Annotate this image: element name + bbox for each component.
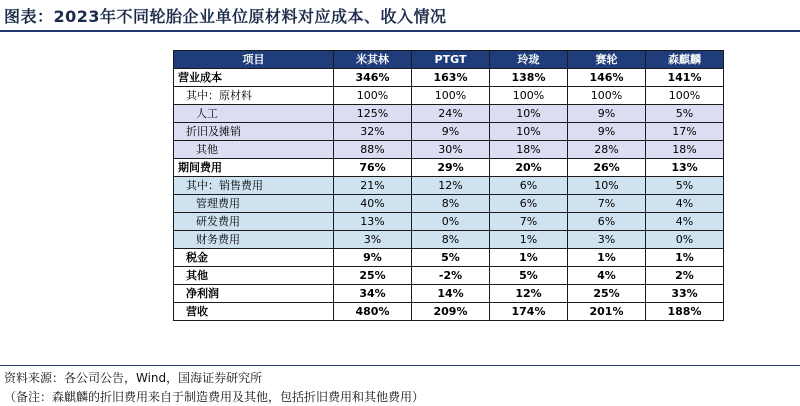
table-row: [174, 303, 724, 321]
row-label: 税金: [174, 249, 334, 267]
cell-value: 3%: [568, 231, 646, 249]
cost-table: [173, 50, 724, 321]
cell-value: 29%: [412, 159, 490, 177]
row-label: 其他: [174, 141, 334, 159]
row-label: 财务费用: [174, 231, 334, 249]
cell-value: 18%: [490, 141, 568, 159]
cell-value: 10%: [490, 105, 568, 123]
cell-value: 4%: [646, 213, 724, 231]
cell-value: 30%: [412, 141, 490, 159]
table-row: [174, 87, 724, 105]
cell-value: 100%: [646, 87, 724, 105]
cell-value: 9%: [568, 105, 646, 123]
cell-value: 20%: [490, 159, 568, 177]
cell-value: 1%: [490, 231, 568, 249]
table-row: [174, 213, 724, 231]
cell-value: 25%: [334, 267, 412, 285]
cell-value: 201%: [568, 303, 646, 321]
cell-value: 0%: [412, 213, 490, 231]
header-sailun: 赛轮: [568, 51, 646, 69]
cell-value: 17%: [646, 123, 724, 141]
cell-value: 12%: [412, 177, 490, 195]
cell-value: 4%: [646, 195, 724, 213]
cell-value: 10%: [568, 177, 646, 195]
cell-value: 1%: [490, 249, 568, 267]
cell-value: 76%: [334, 159, 412, 177]
cell-value: 100%: [490, 87, 568, 105]
header-michelin: 米其林: [334, 51, 412, 69]
cell-value: 7%: [568, 195, 646, 213]
note-text: （备注：森麒麟的折旧费用来自于制造费用及其他，包括折旧费用和其他费用）: [4, 390, 425, 404]
table-row: [174, 69, 724, 87]
cell-value: 24%: [412, 105, 490, 123]
cell-value: 0%: [646, 231, 724, 249]
cell-value: 88%: [334, 141, 412, 159]
table-row: [174, 159, 724, 177]
cell-value: 188%: [646, 303, 724, 321]
cell-value: 2%: [646, 267, 724, 285]
cell-value: 5%: [412, 249, 490, 267]
table-row: [174, 141, 724, 159]
cell-value: 100%: [334, 87, 412, 105]
title-divider: [0, 30, 800, 32]
cell-value: 25%: [568, 285, 646, 303]
header-ptgt: PTGT: [412, 51, 490, 69]
row-label: 营收: [174, 303, 334, 321]
cell-value: 6%: [568, 213, 646, 231]
table-row: [174, 105, 724, 123]
cell-value: 5%: [646, 177, 724, 195]
cell-value: 18%: [646, 141, 724, 159]
header-linglong: 玲珑: [490, 51, 568, 69]
cell-value: 8%: [412, 195, 490, 213]
table-row: [174, 267, 724, 285]
table-row: [174, 123, 724, 141]
table-row: [174, 177, 724, 195]
cell-value: 138%: [490, 69, 568, 87]
cell-value: 12%: [490, 285, 568, 303]
table-row: [174, 249, 724, 267]
cell-value: 3%: [334, 231, 412, 249]
cell-value: 9%: [412, 123, 490, 141]
cell-value: 26%: [568, 159, 646, 177]
cell-value: 28%: [568, 141, 646, 159]
table-row: [174, 231, 724, 249]
cell-value: 34%: [334, 285, 412, 303]
cell-value: 141%: [646, 69, 724, 87]
cell-value: 9%: [568, 123, 646, 141]
header-item: 项目: [174, 51, 334, 69]
cell-value: -2%: [412, 267, 490, 285]
cell-value: 21%: [334, 177, 412, 195]
chart-title: 图表：2023年不同轮胎企业单位原材料对应成本、收入情况: [4, 7, 447, 26]
row-label: 期间费用: [174, 159, 334, 177]
cell-value: 100%: [412, 87, 490, 105]
cell-value: 1%: [646, 249, 724, 267]
row-label: 其他: [174, 267, 334, 285]
cell-value: 146%: [568, 69, 646, 87]
cell-value: 174%: [490, 303, 568, 321]
row-label: 人工: [174, 105, 334, 123]
header-senqcia: 森麒麟: [646, 51, 724, 69]
table-header-row: [174, 51, 724, 69]
row-label: 研发费用: [174, 213, 334, 231]
row-label: 净利润: [174, 285, 334, 303]
cell-value: 10%: [490, 123, 568, 141]
cell-value: 5%: [646, 105, 724, 123]
table-row: [174, 195, 724, 213]
row-label: 其中：原材料: [174, 87, 334, 105]
row-label: 管理费用: [174, 195, 334, 213]
cell-value: 33%: [646, 285, 724, 303]
cell-value: 125%: [334, 105, 412, 123]
cell-value: 100%: [568, 87, 646, 105]
cell-value: 13%: [646, 159, 724, 177]
table-row: [174, 285, 724, 303]
cell-value: 13%: [334, 213, 412, 231]
row-label: 营业成本: [174, 69, 334, 87]
cell-value: 480%: [334, 303, 412, 321]
cell-value: 6%: [490, 177, 568, 195]
cell-value: 163%: [412, 69, 490, 87]
cell-value: 7%: [490, 213, 568, 231]
cell-value: 209%: [412, 303, 490, 321]
source-text: 资料来源：各公司公告，Wind，国海证券研究所: [4, 371, 263, 385]
cell-value: 1%: [568, 249, 646, 267]
cell-value: 40%: [334, 195, 412, 213]
cell-value: 6%: [490, 195, 568, 213]
row-label: 其中：销售费用: [174, 177, 334, 195]
cell-value: 9%: [334, 249, 412, 267]
cell-value: 32%: [334, 123, 412, 141]
cell-value: 4%: [568, 267, 646, 285]
cell-value: 14%: [412, 285, 490, 303]
cell-value: 346%: [334, 69, 412, 87]
row-label: 折旧及摊销: [174, 123, 334, 141]
source-divider: [0, 365, 800, 366]
cell-value: 5%: [490, 267, 568, 285]
cell-value: 8%: [412, 231, 490, 249]
